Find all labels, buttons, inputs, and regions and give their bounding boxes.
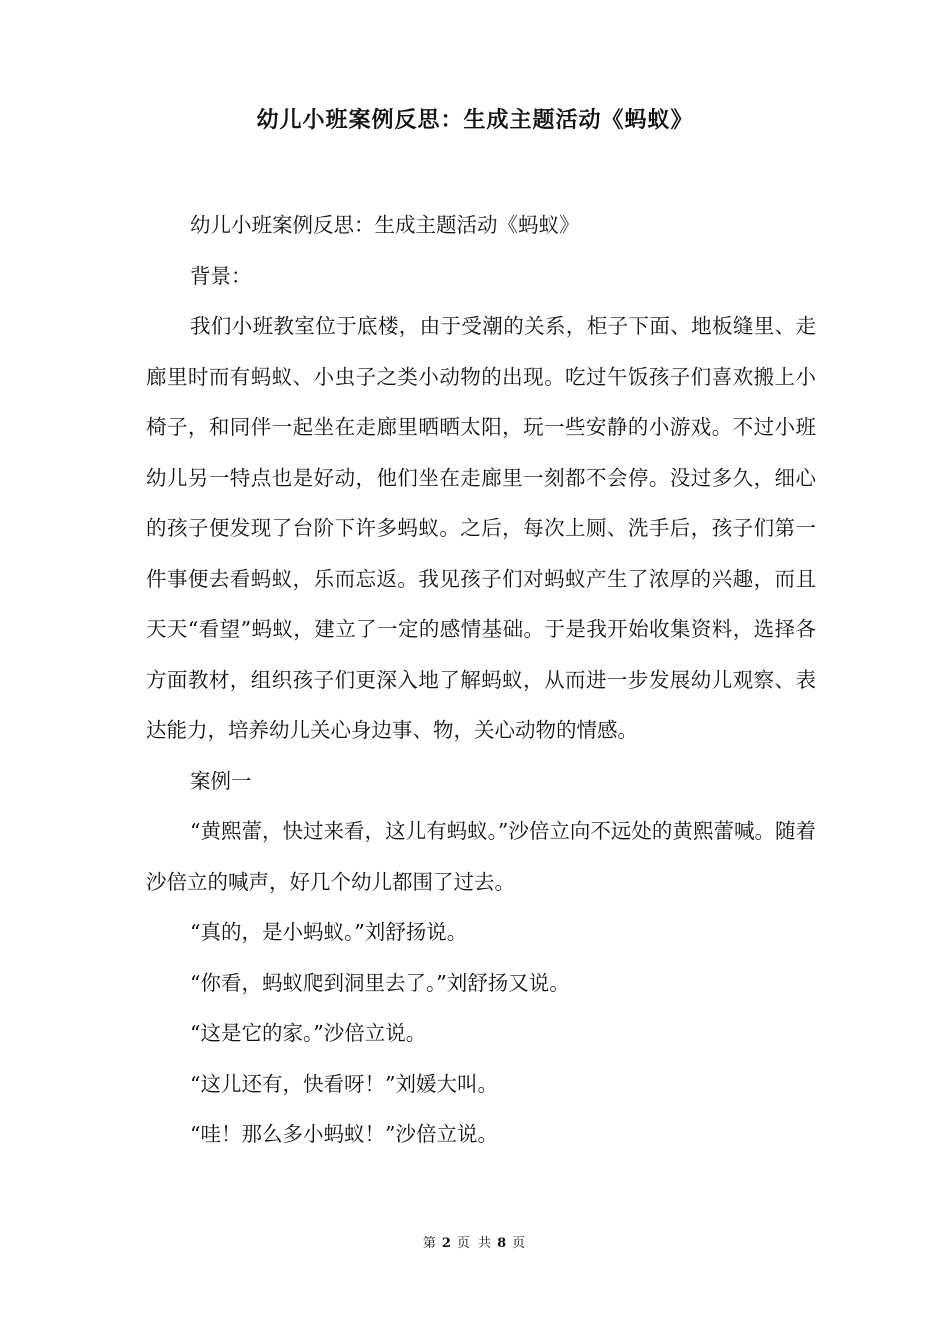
paragraph-dialogue: “哇！那么多小蚂蚁！”沙倍立说。 [190, 1122, 498, 1146]
paragraph-dialogue: “这儿还有，快看呀！”刘媛大叫。 [190, 1071, 498, 1096]
footer-total-pages: 8 [497, 1236, 509, 1251]
paragraph-case-heading: 案例一 [190, 768, 252, 793]
footer-middle: 页 共 [456, 1236, 494, 1251]
footer-prefix: 第 [422, 1236, 438, 1251]
document-title: 幼儿小班案例反思：生成主题活动《蚂蚁》 [256, 107, 694, 133]
footer-current-page: 2 [441, 1236, 453, 1251]
paragraph-dialogue: “你看，蚂蚁爬到洞里去了。”刘舒扬又说。 [190, 970, 570, 995]
paragraph-background: 我们小班教室位于底楼，由于受潮的关系，柜子下面、地板缝里、走廊里时而有蚂蚁、小虫子之类小动物的出现。吃过午饭孩子们喜欢搬上小椅子，和同伴一起坐在走廊里晒晒太阳，玩一些安静的小游戏。不过小班幼儿另一特点也是好动，他们坐在走廊里一刻都不会停。没过多久，细心的孩子便发现了台阶下许多蚂蚁。之后，每次上厕、洗手后，孩子们第一件事便去看蚂蚁，乐而忘返。我见孩子们对蚂蚁产生了浓厚的兴趣，而且天天“看望”蚂蚁，建立了一定的感情基础。于是我开始收集资料，选择各方面教材，组织孩子们更深入地了解蚂蚁，从而进一步发展幼儿观察、表达能力，培养幼儿关心身边事、物，关心动物的情感。 [146, 314, 816, 742]
document-body [146, 200, 816, 1160]
paragraph-dialogue: “真的，是小蚂蚁。”刘舒扬说。 [190, 920, 468, 944]
paragraph-dialogue: “黄熙蕾，快过来看，这儿有蚂蚁。”沙倍立向不远处的黄熙蕾喊。随着沙倍立的喊声，好几个幼儿都围了过去。 [146, 819, 816, 894]
paragraph-dialogue: “这是它的家。”沙倍立说。 [190, 1021, 427, 1045]
page-footer [0, 1234, 950, 1254]
paragraph-background-heading: 背景： [190, 263, 252, 288]
paragraph-subtitle: 幼儿小班案例反思：生成主题活动《蚂蚁》 [190, 213, 580, 237]
footer-suffix: 页 [512, 1236, 528, 1251]
